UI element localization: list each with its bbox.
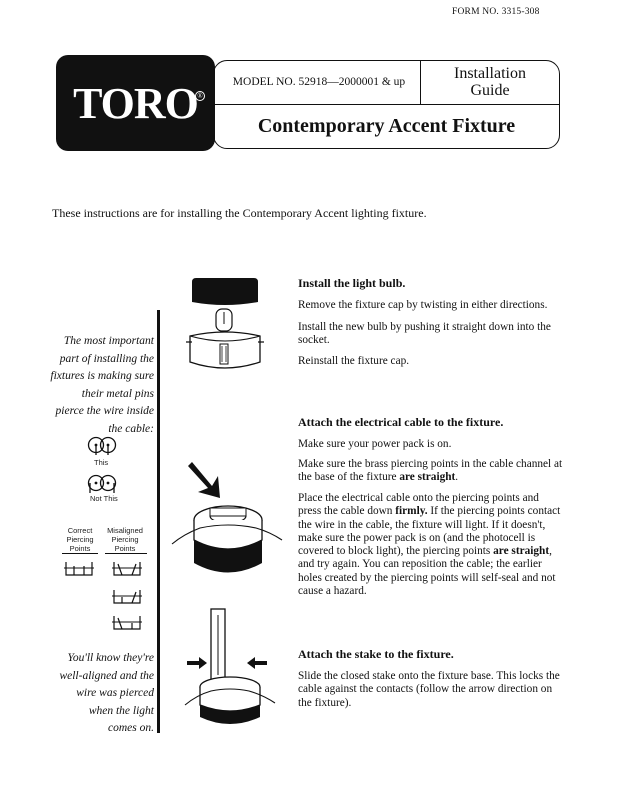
note-line: the cable:: [108, 422, 154, 435]
fixture-stake-illustration: [185, 605, 275, 735]
label-line: Points: [114, 544, 136, 553]
note-line: The most important: [63, 335, 154, 347]
note-line: fixtures is making sure: [50, 370, 154, 382]
note-line: when the light: [88, 704, 154, 717]
sidebar-rule: [157, 310, 160, 733]
note-line: pierce the wire inside: [55, 405, 154, 417]
toro-logo: [56, 55, 215, 151]
emphasis: are straight: [399, 471, 456, 484]
step1-para: Remove the fixture cap by twisting in either directions.: [298, 299, 548, 311]
note-line: wire was pierced: [76, 687, 154, 699]
emphasis: are straight: [493, 545, 550, 558]
misaligned-underline: [105, 553, 147, 554]
emphasis: firmly.: [395, 505, 428, 518]
label-line: Piercing: [111, 535, 139, 544]
label-line: Piercing: [66, 535, 94, 544]
model-number: MODEL NO. 52918—2000001 & up: [232, 76, 406, 88]
note-line: You'll know they're: [67, 652, 154, 664]
step1-heading: Install the light bulb.: [298, 276, 406, 290]
incorrect-pin-icon: [87, 474, 117, 494]
fixture-cable-illustration: [170, 458, 285, 593]
guide-line-1: Installation: [454, 65, 526, 82]
fixture-cap-bulb-illustration: [180, 276, 270, 376]
text: Place the electrical cable onto the piercing points and press the cable down: [298, 492, 539, 518]
intro-text: These instructions are for installing the Contemporary Accent lighting fixture.: [52, 206, 427, 220]
misaligned-points-icon-2: [112, 588, 142, 606]
header-divider: [213, 104, 560, 105]
note-line: comes on.: [108, 722, 154, 734]
note-line: part of installing the: [59, 352, 154, 365]
text: , and try again. You can reposition the cable; the earlier holes created by the piercing points will self-seal and not cause a hazard.: [298, 545, 556, 598]
misaligned-points-icon-1: [112, 560, 142, 578]
note-line: well-aligned and the: [59, 669, 154, 682]
sidebar-note: [36, 333, 154, 438]
form-number: FORM NO. 3315-308: [452, 7, 540, 17]
product-title: Contemporary Accent Fixture: [257, 115, 516, 137]
label-line: Points: [69, 544, 91, 553]
step1-para: Reinstall the fixture cap.: [298, 355, 410, 367]
step3-para: Slide the closed stake onto the fixture base. This locks the cable against the contacts (follow the arrow direction on the fixture).: [298, 670, 560, 709]
misaligned-piercing-label: [102, 526, 148, 553]
step3-heading: Attach the stake to the fixture.: [298, 647, 454, 661]
misaligned-points-icon-3: [112, 614, 142, 632]
step1-para: Install the new bulb by pushing it straight down into the socket.: [298, 321, 551, 347]
label-line: Misaligned: [107, 526, 143, 535]
guide-label: [421, 65, 559, 99]
step2-para: [298, 492, 563, 598]
step2-para: [298, 458, 563, 485]
not-this-label: Not This: [90, 494, 118, 503]
logo-text: TORO: [73, 78, 198, 128]
step2-heading: Attach the electrical cable to the fixture.: [298, 415, 504, 429]
text: Make sure the brass piercing points in the cable channel at the base of the fixture: [298, 458, 563, 484]
this-label: This: [94, 458, 109, 467]
note-line: their metal pins: [81, 387, 154, 400]
registered-mark: ®: [195, 91, 205, 101]
guide-line-2: Guide: [470, 82, 510, 99]
step2-para: Make sure your power pack is on.: [298, 438, 452, 450]
correct-pin-icon: [87, 436, 117, 456]
correct-underline: [62, 553, 98, 554]
correct-piercing-label: [62, 526, 98, 553]
sidebar-closing-note: [36, 650, 154, 738]
correct-points-icon: [64, 560, 94, 578]
text: .: [455, 471, 459, 484]
text: If the piercing points contact the wire in the cable, the fixture will light. If it doesn't, make sure the power pack is on (and the photocell is covered to block light), the piercing points: [298, 505, 561, 558]
label-line: Correct: [67, 526, 93, 535]
